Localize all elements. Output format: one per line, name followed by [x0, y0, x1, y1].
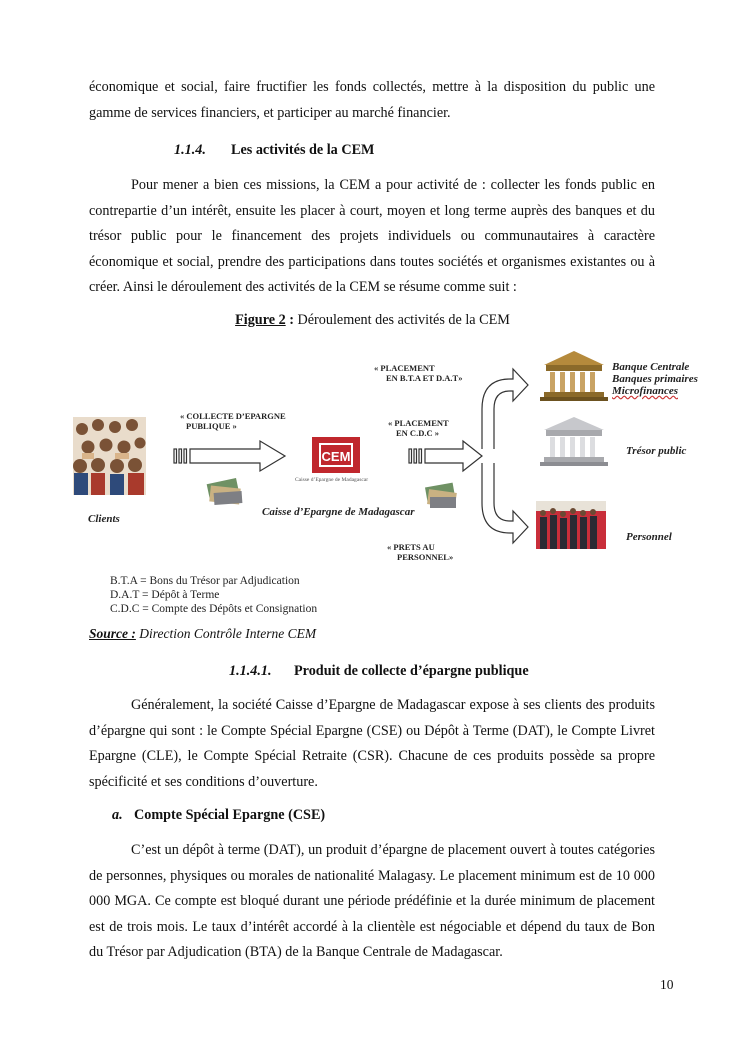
- placement-cdc-line1: « PLACEMENT: [388, 418, 449, 428]
- section-number: 1.1.4.1.: [229, 663, 272, 679]
- collecte-arrow: [174, 441, 285, 471]
- banks-line1: Banque Centrale: [612, 361, 690, 373]
- section-title: Compte Spécial Epargne (CSE): [134, 807, 326, 823]
- products-paragraph: Généralement, la société Caisse d’Epargne de Madagascar expose à ses clients des produits d’épargne qui sont : le Compte Spécial Epargne (CSE) ou Dépôt à Terme (DAT), le Compte Livret Epargne (CLE), le Compte Spécial Retraite (CSR). Chacune de ces produits possède sa propre spécificité et ses conditions d’ouverture.: [89, 697, 655, 790]
- clients-photo: [73, 417, 146, 495]
- banks-line3: Microfinances: [612, 385, 678, 397]
- figure-label: Figure 2: [235, 312, 286, 328]
- section-number: a.: [112, 807, 123, 823]
- banks-line2: Banques primaires: [612, 373, 698, 385]
- prets-label: [387, 542, 453, 562]
- placement-bta-arrow: [482, 369, 528, 449]
- treasury-icon: [540, 417, 608, 466]
- activities-paragraph: Pour mener a bien ces missions, la CEM a pour activité de : collecter les fonds public en contrepartie d’un intérêt, ensuite les placer à court, moyen et long terme auprès des banques et du trésor public pour le financement des projets individuels ou communautaires à caractère économique et social, prendre des participations dans toutes sociétés et organismes existantes ou à créer. Ainsi le déroulement des activités de la CEM se résume comme suit :: [89, 177, 655, 295]
- collecte-label-line2: PUBLIQUE »: [186, 421, 237, 431]
- legend-bta: B.T.A = Bons du Trésor par Adjudication: [110, 575, 300, 587]
- prets-arrow: [482, 463, 528, 543]
- money-bundle-icon: [425, 483, 457, 508]
- section-title: Les activités de la CEM: [231, 142, 375, 158]
- placement-cdc-arrow: [409, 441, 482, 471]
- section-heading-a: [112, 807, 325, 824]
- legend-cdc: C.D.C = Compte des Dépôts et Consignation: [110, 603, 318, 615]
- placement-bta-line2: EN B.T.A ET D.A.T»: [386, 373, 463, 383]
- tresor-label: Trésor public: [626, 445, 687, 457]
- cem-logo: [312, 437, 360, 473]
- figure-sep: :: [285, 312, 298, 328]
- banks-label: [612, 361, 698, 397]
- prets-line1: « PRETS AU: [387, 542, 435, 552]
- svg-text:CEM: CEM: [321, 449, 351, 464]
- legend-dat: D.A.T = Dépôt à Terme: [110, 589, 220, 601]
- figure-legend: [110, 574, 317, 616]
- cem-name: Caisse d’Epargne de Madagascar: [262, 506, 415, 518]
- section-heading-1141: [229, 663, 529, 680]
- personnel-label: Personnel: [626, 531, 672, 543]
- section-heading-114: [174, 142, 374, 159]
- figure-caption: [0, 312, 745, 329]
- money-bundle-icon: [207, 478, 243, 505]
- personnel-photo: [536, 501, 606, 549]
- placement-cdc-label: [388, 418, 449, 438]
- central-bank-icon: [540, 351, 608, 401]
- section-title: Produit de collecte d’épargne publique: [294, 663, 529, 679]
- clients-label: Clients: [88, 513, 120, 525]
- page-number: 10: [660, 977, 674, 992]
- collecte-label-line1: « COLLECTE D’EPARGNE: [180, 411, 286, 421]
- source-label: Source :: [89, 626, 136, 641]
- cse-paragraph: C’est un dépôt à terme (DAT), un produit d’épargne de placement ouvert à toutes catégories de personnes, physiques ou morales de nationalité Malagasy. Le placement minimum est de 10 000 000 MGA. Ce compte est bloqué durant une période prédéfinie et la durée minimum de placement est de trois mois. Le taux d’intérêt accordé à la clientèle est négociable et dépend du taux de Bon du Trésor par Adjudication (BTA) de la Banque Centrale de Madagascar.: [89, 842, 655, 960]
- cem-logo-subtitle: Caisse d’Epargne de Madagascar: [295, 477, 369, 483]
- figure-title: Déroulement des activités de la CEM: [297, 312, 510, 328]
- figure-source: [89, 626, 316, 642]
- intro-paragraph: économique et social, faire fructifier les fonds collectés, mettre à la disposition du public une gamme de services financiers, et participer au marché financier.: [89, 79, 655, 121]
- section-number: 1.1.4.: [174, 142, 206, 158]
- placement-cdc-line2: EN C.D.C »: [396, 428, 439, 438]
- prets-line2: PERSONNEL»: [397, 552, 454, 562]
- source-text: Direction Contrôle Interne CEM: [135, 626, 317, 641]
- collecte-label: [180, 411, 286, 431]
- placement-bta-line1: « PLACEMENT: [374, 363, 435, 373]
- placement-bta-label: [374, 363, 462, 383]
